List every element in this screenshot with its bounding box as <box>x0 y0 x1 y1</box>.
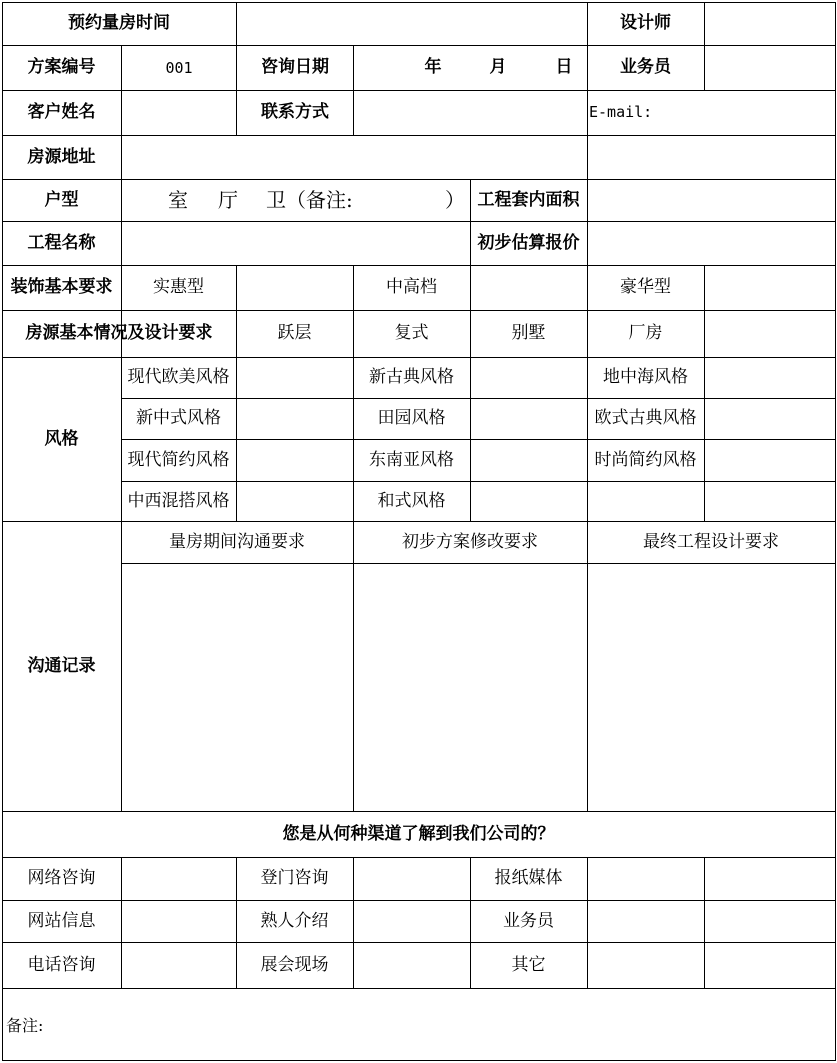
style-option: 新古典风格 <box>369 367 454 387</box>
grid-line <box>2 988 836 989</box>
style-option: 地中海风格 <box>603 367 688 387</box>
channel-option: 网络咨询 <box>27 868 96 888</box>
salesperson-label: 业务员 <box>620 57 671 77</box>
customer-name-label: 客户姓名 <box>27 102 96 122</box>
channel-option: 业务员 <box>503 910 554 931</box>
channel-question: 您是从何种渠道了解到我们公司的？ <box>282 823 555 844</box>
house-option-duplex[interactable]: 复式 <box>394 323 429 343</box>
communication-record-label: 沟通记录 <box>27 655 96 676</box>
style-option: 欧式古典风格 <box>594 408 697 428</box>
consult-date-day[interactable]: 日 <box>555 57 573 77</box>
layout-bath-remarks[interactable]: 卫（备注: <box>266 188 353 212</box>
decor-option-midhigh-check[interactable] <box>471 266 587 310</box>
channel-option: 登门咨询 <box>260 868 329 888</box>
channel-check[interactable] <box>354 901 470 942</box>
style-option: 东南亚风格 <box>369 449 454 470</box>
house-option-duplex-floor[interactable]: 跃层 <box>277 323 312 343</box>
inner-area-label: 工程套内面积 <box>477 189 580 210</box>
communication-col-final: 最终工程设计要求 <box>643 531 779 552</box>
project-name-label: 工程名称 <box>27 232 96 253</box>
channel-check[interactable] <box>354 858 470 900</box>
decor-option-economy-check[interactable] <box>237 266 353 310</box>
consult-date-month[interactable]: 月 <box>489 57 507 77</box>
channel-check[interactable] <box>122 901 236 942</box>
estimate-field[interactable] <box>588 222 835 265</box>
layout-label: 户型 <box>44 189 79 210</box>
grid-line <box>2 1060 836 1061</box>
style-option: 现代简约风格 <box>127 449 230 470</box>
appointment-time-label: 预约量房时间 <box>68 13 170 33</box>
house-option-factory[interactable]: 厂房 <box>628 323 663 343</box>
address-label: 房源地址 <box>27 146 96 167</box>
style-option: 新中式风格 <box>136 408 221 428</box>
decor-requirement-label: 装饰基本要求 <box>10 277 113 297</box>
contact-field[interactable] <box>354 91 587 135</box>
estimate-label: 初步估算报价 <box>477 232 580 253</box>
style-option: 和式风格 <box>377 490 446 511</box>
decor-option-economy: 实惠型 <box>153 277 204 297</box>
channel-option: 熟人介绍 <box>260 910 329 931</box>
style-option: 中西混搭风格 <box>127 490 230 511</box>
appointment-time-field[interactable] <box>237 3 586 45</box>
project-name-field[interactable] <box>122 222 470 265</box>
layout-hall[interactable]: 厅 <box>218 188 238 212</box>
house-option-villa[interactable]: 别墅 <box>511 323 546 343</box>
channel-check[interactable] <box>588 858 704 900</box>
designer-label: 设计师 <box>620 13 671 33</box>
decor-option-midhigh: 中高档 <box>386 277 437 297</box>
channel-option: 其它 <box>511 954 546 975</box>
plan-number-label: 方案编号 <box>27 57 96 77</box>
designer-field[interactable] <box>705 3 835 45</box>
layout-room[interactable]: 室 <box>168 188 188 212</box>
plan-number-value[interactable]: 001 <box>165 58 193 77</box>
inner-area-field[interactable] <box>588 180 835 221</box>
grid-line <box>704 857 705 989</box>
decor-option-luxury: 豪华型 <box>620 277 671 297</box>
layout-paren-close: ） <box>445 188 465 212</box>
channel-check[interactable] <box>588 943 704 988</box>
consult-date-year[interactable]: 年 <box>424 57 442 77</box>
channel-check[interactable] <box>588 901 704 942</box>
decor-option-luxury-check[interactable] <box>705 266 835 310</box>
channel-option: 网站信息 <box>27 910 96 931</box>
contact-label: 联系方式 <box>261 102 329 122</box>
communication-revision-notes[interactable] <box>354 564 587 811</box>
email-label[interactable]: E-mail: <box>589 103 653 121</box>
communication-col-revision: 初步方案修改要求 <box>402 531 538 552</box>
style-option: 时尚简约风格 <box>594 449 697 470</box>
style-label: 风格 <box>44 428 79 449</box>
communication-final-notes[interactable] <box>588 564 835 811</box>
grid-line <box>835 2 836 1061</box>
channel-option: 展会现场 <box>260 954 329 975</box>
channel-option: 电话咨询 <box>27 954 96 975</box>
customer-name-field[interactable] <box>122 91 236 135</box>
communication-measure-notes[interactable] <box>122 564 353 811</box>
channel-option: 报纸媒体 <box>494 868 563 888</box>
channel-check[interactable] <box>122 943 236 988</box>
remarks-label[interactable]: 备注: <box>6 1016 44 1035</box>
channel-check[interactable] <box>354 943 470 988</box>
salesperson-field[interactable] <box>705 46 835 90</box>
house-info-label: 房源基本情况及设计要求 <box>25 323 213 343</box>
communication-col-measure: 量房期间沟通要求 <box>169 531 305 552</box>
channel-check[interactable] <box>122 858 236 900</box>
address-field[interactable] <box>122 136 835 179</box>
style-option: 田园风格 <box>377 408 446 428</box>
consult-date-label: 咨询日期 <box>261 57 329 77</box>
style-option: 现代欧美风格 <box>127 367 230 387</box>
